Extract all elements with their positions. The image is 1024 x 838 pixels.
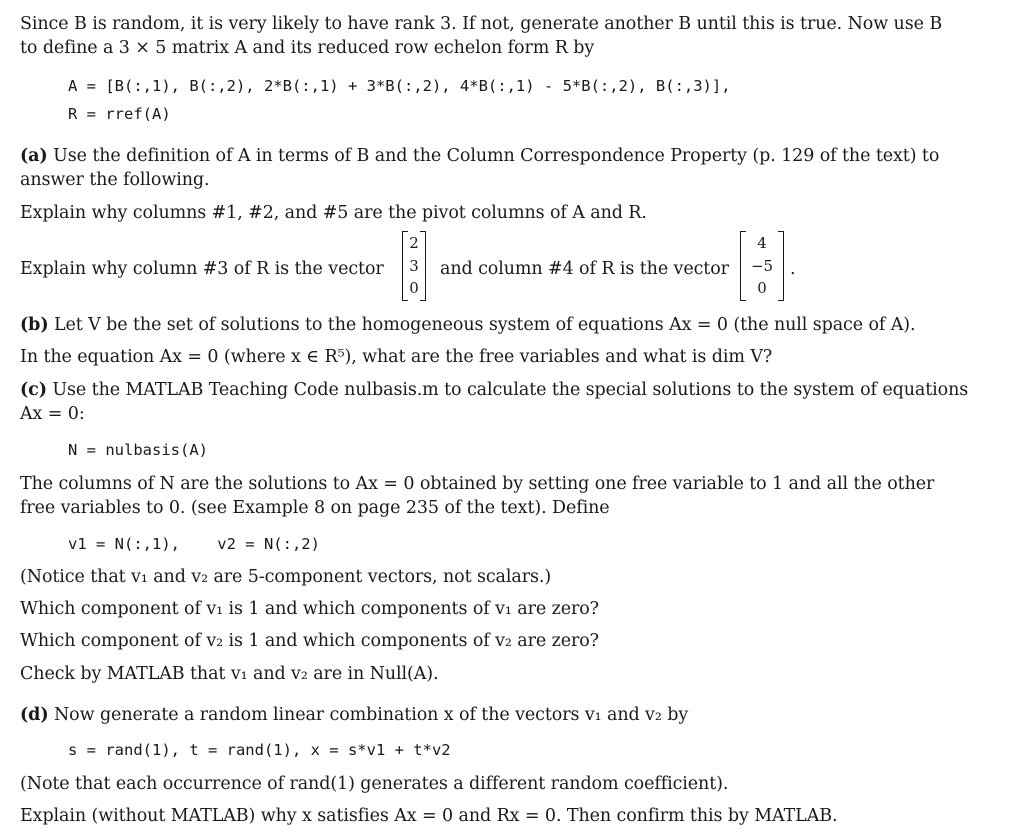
part-c-line-4: free variables to 0. (see Example 8 on page 235 of the text). Define xyxy=(20,498,610,518)
part-b-label: (b) xyxy=(20,315,49,335)
code-random-combination: s = rand(1), t = rand(1), x = s*v1 + t*v2 xyxy=(68,741,451,759)
part-d-line-1 xyxy=(20,703,688,727)
part-c-label: (c) xyxy=(20,380,47,400)
vec4-entry-3: 0 xyxy=(757,279,767,297)
intro-line-2: to define a 3 × 5 matrix A and its reduced row echelon form R by xyxy=(20,38,595,58)
intro-line-1: Since B is random, it is very likely to have rank 3. If not, generate another B until this is true. Now use B xyxy=(20,14,943,34)
part-c-line-3: The columns of N are the solutions to Ax = 0 obtained by setting one free variable to 1 and all the other xyxy=(20,474,935,494)
code-nulbasis: N = nulbasis(A) xyxy=(68,441,208,459)
vec3-entry-1: 2 xyxy=(409,234,419,252)
part-c-line-8: Check by MATLAB that v₁ and v₂ are in Null(A). xyxy=(20,664,439,684)
part-c-line-2: Ax = 0: xyxy=(20,404,85,424)
code-define-v: v1 = N(:,1), v2 = N(:,2) xyxy=(68,535,320,553)
vec3-entry-3: 0 xyxy=(409,279,419,297)
column-3-vector xyxy=(402,231,426,301)
vec3-entry-2: 3 xyxy=(409,256,419,275)
part-a-line-2: answer the following. xyxy=(20,170,210,190)
part-c-line-7: Which component of v₂ is 1 and which components of v₂ are zero? xyxy=(20,631,599,651)
part-d-line-3: Explain (without MATLAB) why x satisfies Ax = 0 and Rx = 0. Then confirm this by MATLAB. xyxy=(20,806,838,826)
part-c-line-6: Which component of v₁ is 1 and which components of v₁ are zero? xyxy=(20,599,599,619)
part-c-line-5: (Notice that v₁ and v₂ are 5-component vectors, not scalars.) xyxy=(20,567,552,587)
vec4-entry-1: 4 xyxy=(757,234,767,252)
part-a-line-1 xyxy=(20,144,939,168)
part-c-line-1 xyxy=(20,378,968,402)
vec4-entry-2: −5 xyxy=(750,256,774,275)
part-b-line-1 xyxy=(20,313,915,337)
part-a-col3-text: Explain why column #3 of R is the vector xyxy=(20,259,384,279)
part-d-text-1: Now generate a random linear combination x of the vectors v₁ and v₂ by xyxy=(53,705,689,725)
part-d-label: (d) xyxy=(20,705,49,725)
part-b-text-1: Let V be the set of solutions to the homogeneous system of equations Ax = 0 (the null space of A). xyxy=(53,315,916,335)
part-d-line-2: (Note that each occurrence of rand(1) generates a different random coefficient). xyxy=(20,774,729,794)
part-a-period: . xyxy=(790,259,796,279)
part-c-text-1: Use the MATLAB Teaching Code nulbasis.m to calculate the special solutions to the system of equations xyxy=(52,380,969,400)
part-a-label: (a) xyxy=(20,146,48,166)
column-4-vector xyxy=(740,231,784,301)
code-define-r: R = rref(A) xyxy=(68,105,171,123)
part-a-line-3: Explain why columns #1, #2, and #5 are the pivot columns of A and R. xyxy=(20,203,647,223)
part-b-line-2: In the equation Ax = 0 (where x ∈ R⁵), what are the free variables and what is dim V? xyxy=(20,347,773,367)
part-a-text-1: Use the definition of A in terms of B and the Column Correspondence Property (p. 129 of the text) to xyxy=(53,146,940,166)
code-define-a: A = [B(:,1), B(:,2), 2*B(:,1) + 3*B(:,2), 4*B(:,1) - 5*B(:,2), B(:,3)], xyxy=(68,77,731,95)
part-a-mid-text: and column #4 of R is the vector xyxy=(440,259,729,279)
